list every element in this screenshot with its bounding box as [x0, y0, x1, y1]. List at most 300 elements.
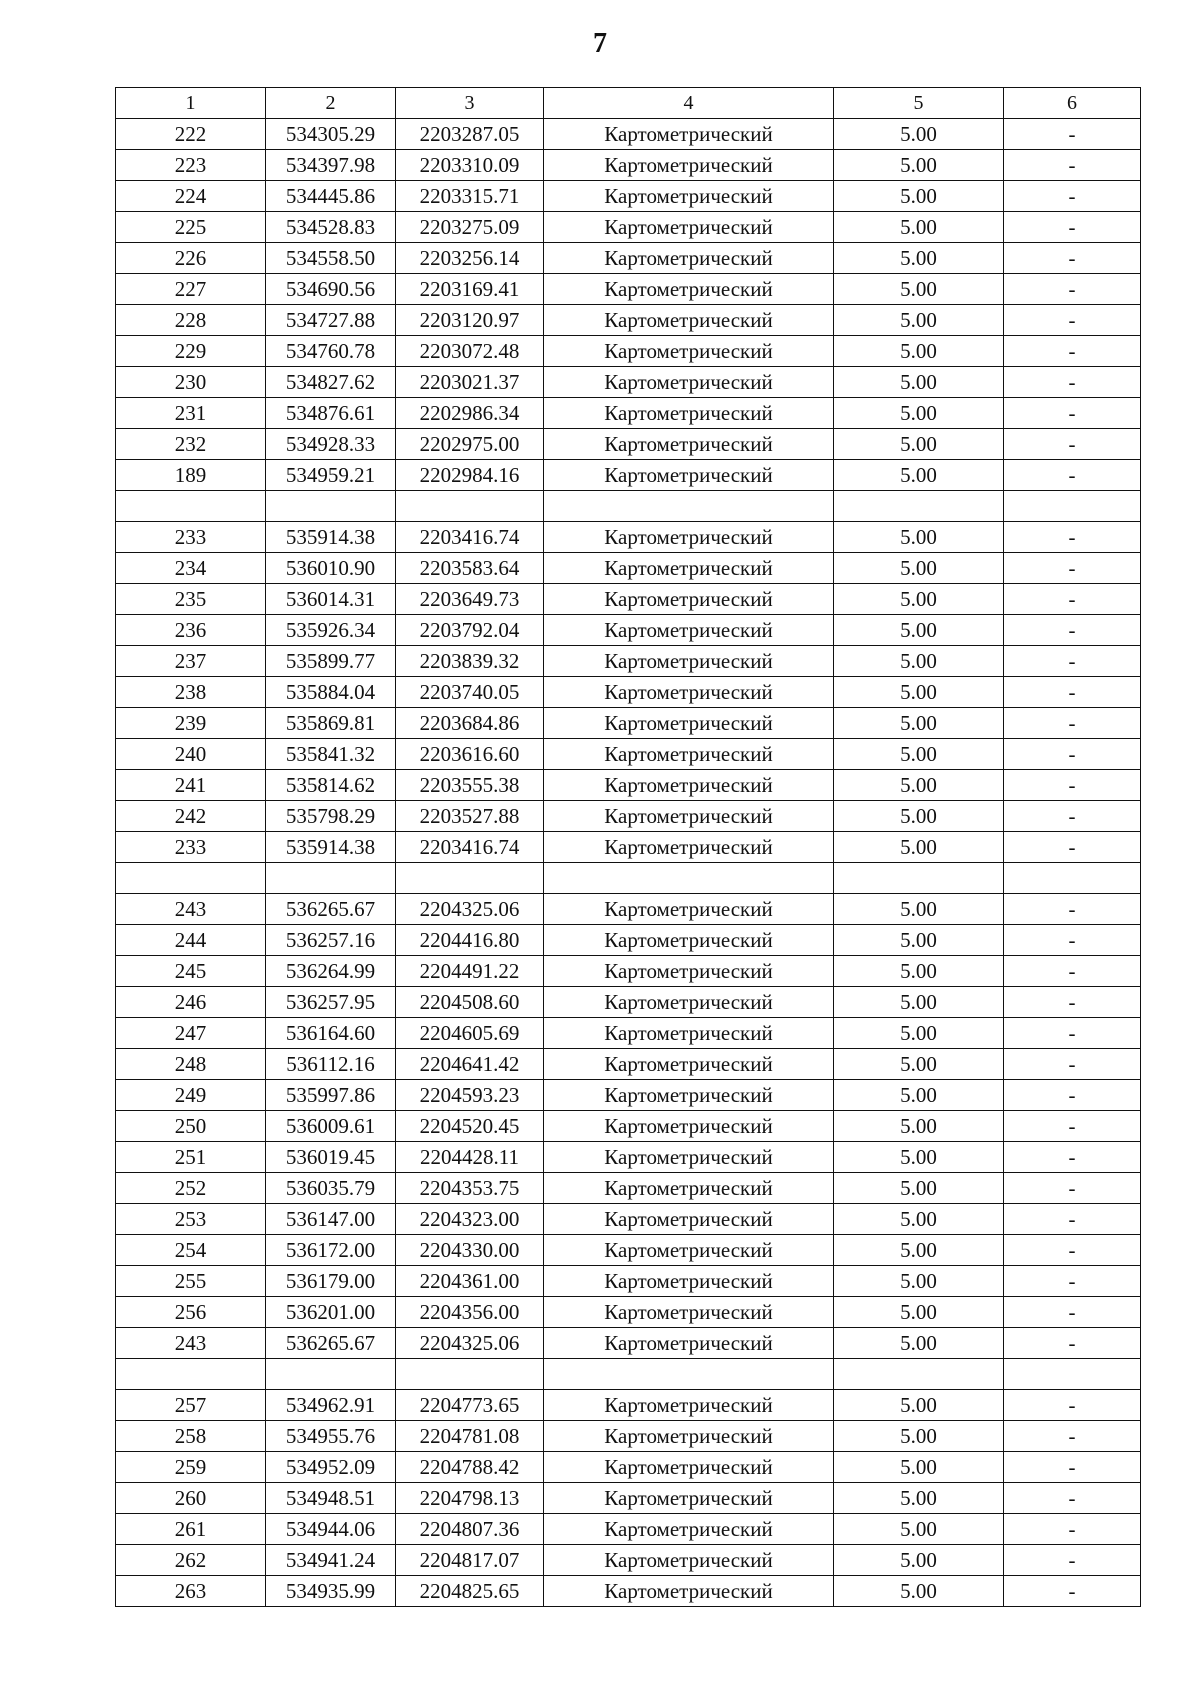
x-coordinate-cell: 536147.00	[266, 1204, 396, 1235]
accuracy-cell: 5.00	[834, 1266, 1004, 1297]
x-coordinate-cell: 535814.62	[266, 770, 396, 801]
x-coordinate-cell: 534876.61	[266, 398, 396, 429]
method-cell: Картометрический	[544, 1576, 834, 1607]
table-row	[116, 1173, 1141, 1204]
table-row	[116, 832, 1141, 863]
point-number-cell: 256	[116, 1297, 266, 1328]
description-cell: -	[1004, 1142, 1141, 1173]
x-coordinate-cell	[266, 491, 396, 522]
table-row	[116, 460, 1141, 491]
y-coordinate-cell: 2203684.86	[396, 708, 544, 739]
accuracy-cell: 5.00	[834, 894, 1004, 925]
method-cell: Картометрический	[544, 925, 834, 956]
table-row	[116, 584, 1141, 615]
table-row	[116, 708, 1141, 739]
x-coordinate-cell: 534962.91	[266, 1390, 396, 1421]
method-cell	[544, 1359, 834, 1390]
table-row	[116, 1266, 1141, 1297]
point-number-cell: 239	[116, 708, 266, 739]
method-cell: Картометрический	[544, 801, 834, 832]
method-cell: Картометрический	[544, 1204, 834, 1235]
y-coordinate-cell: 2204773.65	[396, 1390, 544, 1421]
description-cell: -	[1004, 956, 1141, 987]
table-row	[116, 243, 1141, 274]
method-cell: Картометрический	[544, 1080, 834, 1111]
y-coordinate-cell: 2204807.36	[396, 1514, 544, 1545]
accuracy-cell: 5.00	[834, 1328, 1004, 1359]
description-cell: -	[1004, 274, 1141, 305]
description-cell: -	[1004, 336, 1141, 367]
point-number-cell: 238	[116, 677, 266, 708]
description-cell: -	[1004, 1421, 1141, 1452]
accuracy-cell: 5.00	[834, 770, 1004, 801]
method-cell: Картометрический	[544, 1328, 834, 1359]
table-row	[116, 1421, 1141, 1452]
x-coordinate-cell: 535884.04	[266, 677, 396, 708]
x-coordinate-cell: 534941.24	[266, 1545, 396, 1576]
method-cell: Картометрический	[544, 553, 834, 584]
accuracy-cell: 5.00	[834, 925, 1004, 956]
accuracy-cell: 5.00	[834, 1204, 1004, 1235]
y-coordinate-cell: 2204491.22	[396, 956, 544, 987]
table-row	[116, 522, 1141, 553]
table-row	[116, 1018, 1141, 1049]
description-cell: -	[1004, 1049, 1141, 1080]
x-coordinate-cell	[266, 863, 396, 894]
description-cell: -	[1004, 1452, 1141, 1483]
y-coordinate-cell: 2203315.71	[396, 181, 544, 212]
method-cell: Картометрический	[544, 243, 834, 274]
description-cell: -	[1004, 801, 1141, 832]
x-coordinate-cell: 535926.34	[266, 615, 396, 646]
accuracy-cell: 5.00	[834, 181, 1004, 212]
y-coordinate-cell: 2203120.97	[396, 305, 544, 336]
description-cell: -	[1004, 305, 1141, 336]
description-cell: -	[1004, 1297, 1141, 1328]
accuracy-cell: 5.00	[834, 1173, 1004, 1204]
method-cell: Картометрический	[544, 1049, 834, 1080]
point-number-cell: 258	[116, 1421, 266, 1452]
description-cell: -	[1004, 181, 1141, 212]
description-cell: -	[1004, 150, 1141, 181]
description-cell: -	[1004, 1514, 1141, 1545]
point-number-cell: 262	[116, 1545, 266, 1576]
point-number-cell: 226	[116, 243, 266, 274]
method-cell: Картометрический	[544, 119, 834, 150]
y-coordinate-cell: 2204781.08	[396, 1421, 544, 1452]
accuracy-cell: 5.00	[834, 119, 1004, 150]
method-cell: Картометрический	[544, 522, 834, 553]
table-row	[116, 1049, 1141, 1080]
x-coordinate-cell: 536009.61	[266, 1111, 396, 1142]
accuracy-cell: 5.00	[834, 522, 1004, 553]
method-cell	[544, 863, 834, 894]
x-coordinate-cell: 535869.81	[266, 708, 396, 739]
x-coordinate-cell: 534935.99	[266, 1576, 396, 1607]
x-coordinate-cell: 534952.09	[266, 1452, 396, 1483]
x-coordinate-cell: 534928.33	[266, 429, 396, 460]
y-coordinate-cell: 2204798.13	[396, 1483, 544, 1514]
accuracy-cell: 5.00	[834, 1576, 1004, 1607]
x-coordinate-cell	[266, 1359, 396, 1390]
table-row	[116, 925, 1141, 956]
accuracy-cell: 5.00	[834, 336, 1004, 367]
column-header: 5	[834, 88, 1004, 119]
y-coordinate-cell: 2204330.00	[396, 1235, 544, 1266]
accuracy-cell	[834, 1359, 1004, 1390]
method-cell: Картометрический	[544, 274, 834, 305]
y-coordinate-cell: 2204416.80	[396, 925, 544, 956]
description-cell: -	[1004, 119, 1141, 150]
page-number: 7	[593, 28, 607, 59]
table-row	[116, 1545, 1141, 1576]
y-coordinate-cell	[396, 1359, 544, 1390]
table-row	[116, 801, 1141, 832]
y-coordinate-cell: 2202975.00	[396, 429, 544, 460]
x-coordinate-cell: 536265.67	[266, 1328, 396, 1359]
description-cell: -	[1004, 677, 1141, 708]
table-row	[116, 274, 1141, 305]
method-cell: Картометрический	[544, 956, 834, 987]
point-number-cell: 245	[116, 956, 266, 987]
x-coordinate-cell: 534445.86	[266, 181, 396, 212]
x-coordinate-cell: 535899.77	[266, 646, 396, 677]
accuracy-cell: 5.00	[834, 1142, 1004, 1173]
accuracy-cell: 5.00	[834, 646, 1004, 677]
table-row	[116, 1142, 1141, 1173]
accuracy-cell: 5.00	[834, 150, 1004, 181]
description-cell: -	[1004, 1328, 1141, 1359]
y-coordinate-cell: 2203169.41	[396, 274, 544, 305]
point-number-cell: 235	[116, 584, 266, 615]
point-number-cell: 247	[116, 1018, 266, 1049]
x-coordinate-cell: 536257.16	[266, 925, 396, 956]
method-cell: Картометрический	[544, 1173, 834, 1204]
description-cell: -	[1004, 1483, 1141, 1514]
method-cell: Картометрический	[544, 1483, 834, 1514]
accuracy-cell: 5.00	[834, 460, 1004, 491]
y-coordinate-cell: 2203740.05	[396, 677, 544, 708]
accuracy-cell: 5.00	[834, 1483, 1004, 1514]
y-coordinate-cell	[396, 491, 544, 522]
accuracy-cell: 5.00	[834, 801, 1004, 832]
accuracy-cell: 5.00	[834, 1514, 1004, 1545]
method-cell: Картометрический	[544, 212, 834, 243]
table-row	[116, 119, 1141, 150]
point-number-cell: 259	[116, 1452, 266, 1483]
accuracy-cell: 5.00	[834, 832, 1004, 863]
method-cell: Картометрический	[544, 708, 834, 739]
description-cell	[1004, 1359, 1141, 1390]
y-coordinate-cell: 2202984.16	[396, 460, 544, 491]
y-coordinate-cell: 2203616.60	[396, 739, 544, 770]
y-coordinate-cell: 2204825.65	[396, 1576, 544, 1607]
accuracy-cell: 5.00	[834, 1049, 1004, 1080]
x-coordinate-cell: 536035.79	[266, 1173, 396, 1204]
table-header-row	[116, 88, 1141, 119]
description-cell: -	[1004, 894, 1141, 925]
separator-row	[116, 863, 1141, 894]
point-number-cell: 225	[116, 212, 266, 243]
y-coordinate-cell: 2203839.32	[396, 646, 544, 677]
point-number-cell: 230	[116, 367, 266, 398]
table-row	[116, 739, 1141, 770]
table-row	[116, 1452, 1141, 1483]
description-cell: -	[1004, 1173, 1141, 1204]
method-cell: Картометрический	[544, 832, 834, 863]
accuracy-cell: 5.00	[834, 584, 1004, 615]
y-coordinate-cell: 2204323.00	[396, 1204, 544, 1235]
table-row	[116, 1483, 1141, 1514]
accuracy-cell: 5.00	[834, 708, 1004, 739]
x-coordinate-cell: 534944.06	[266, 1514, 396, 1545]
point-number-cell: 250	[116, 1111, 266, 1142]
point-number-cell: 224	[116, 181, 266, 212]
description-cell: -	[1004, 367, 1141, 398]
point-number-cell: 244	[116, 925, 266, 956]
point-number-cell: 263	[116, 1576, 266, 1607]
y-coordinate-cell: 2204593.23	[396, 1080, 544, 1111]
table-row	[116, 212, 1141, 243]
y-coordinate-cell: 2204353.75	[396, 1173, 544, 1204]
description-cell: -	[1004, 460, 1141, 491]
x-coordinate-cell: 534760.78	[266, 336, 396, 367]
table-row	[116, 956, 1141, 987]
y-coordinate-cell: 2203310.09	[396, 150, 544, 181]
x-coordinate-cell: 535914.38	[266, 832, 396, 863]
x-coordinate-cell: 534727.88	[266, 305, 396, 336]
description-cell: -	[1004, 1111, 1141, 1142]
accuracy-cell: 5.00	[834, 305, 1004, 336]
method-cell: Картометрический	[544, 739, 834, 770]
table-body	[116, 119, 1141, 1607]
point-number-cell: 249	[116, 1080, 266, 1111]
y-coordinate-cell: 2204356.00	[396, 1297, 544, 1328]
x-coordinate-cell: 535997.86	[266, 1080, 396, 1111]
method-cell: Картометрический	[544, 1452, 834, 1483]
accuracy-cell: 5.00	[834, 1080, 1004, 1111]
x-coordinate-cell: 536010.90	[266, 553, 396, 584]
x-coordinate-cell: 536014.31	[266, 584, 396, 615]
accuracy-cell: 5.00	[834, 553, 1004, 584]
method-cell: Картометрический	[544, 1390, 834, 1421]
point-number-cell: 240	[116, 739, 266, 770]
table-row	[116, 150, 1141, 181]
table-row	[116, 1204, 1141, 1235]
table-row	[116, 398, 1141, 429]
y-coordinate-cell: 2203072.48	[396, 336, 544, 367]
table-row	[116, 1111, 1141, 1142]
y-coordinate-cell: 2203527.88	[396, 801, 544, 832]
x-coordinate-cell: 536265.67	[266, 894, 396, 925]
point-number-cell: 232	[116, 429, 266, 460]
point-number-cell: 229	[116, 336, 266, 367]
point-number-cell: 234	[116, 553, 266, 584]
separator-row	[116, 1359, 1141, 1390]
x-coordinate-cell: 535914.38	[266, 522, 396, 553]
method-cell: Картометрический	[544, 367, 834, 398]
table-row	[116, 1514, 1141, 1545]
method-cell: Картометрический	[544, 1514, 834, 1545]
method-cell: Картометрический	[544, 646, 834, 677]
x-coordinate-cell: 534305.29	[266, 119, 396, 150]
accuracy-cell: 5.00	[834, 1421, 1004, 1452]
y-coordinate-cell: 2203256.14	[396, 243, 544, 274]
accuracy-cell: 5.00	[834, 212, 1004, 243]
description-cell: -	[1004, 1390, 1141, 1421]
column-header: 2	[266, 88, 396, 119]
description-cell: -	[1004, 1545, 1141, 1576]
point-number-cell: 248	[116, 1049, 266, 1080]
description-cell: -	[1004, 832, 1141, 863]
y-coordinate-cell: 2204788.42	[396, 1452, 544, 1483]
y-coordinate-cell: 2204361.00	[396, 1266, 544, 1297]
x-coordinate-cell: 534959.21	[266, 460, 396, 491]
method-cell: Картометрический	[544, 1545, 834, 1576]
description-cell: -	[1004, 522, 1141, 553]
description-cell: -	[1004, 770, 1141, 801]
table-row	[116, 305, 1141, 336]
point-number-cell: 231	[116, 398, 266, 429]
column-header: 1	[116, 88, 266, 119]
point-number-cell: 243	[116, 894, 266, 925]
y-coordinate-cell	[396, 863, 544, 894]
accuracy-cell: 5.00	[834, 987, 1004, 1018]
point-number-cell	[116, 491, 266, 522]
description-cell: -	[1004, 708, 1141, 739]
method-cell: Картометрический	[544, 429, 834, 460]
table-row	[116, 1235, 1141, 1266]
table-row	[116, 367, 1141, 398]
y-coordinate-cell: 2203555.38	[396, 770, 544, 801]
table-row	[116, 1328, 1141, 1359]
accuracy-cell: 5.00	[834, 677, 1004, 708]
y-coordinate-cell: 2204520.45	[396, 1111, 544, 1142]
method-cell: Картометрический	[544, 894, 834, 925]
description-cell: -	[1004, 212, 1141, 243]
x-coordinate-cell: 536019.45	[266, 1142, 396, 1173]
method-cell: Картометрический	[544, 305, 834, 336]
point-number-cell: 252	[116, 1173, 266, 1204]
y-coordinate-cell: 2203021.37	[396, 367, 544, 398]
accuracy-cell: 5.00	[834, 739, 1004, 770]
description-cell	[1004, 863, 1141, 894]
point-number-cell: 233	[116, 522, 266, 553]
table-row	[116, 1297, 1141, 1328]
method-cell: Картометрический	[544, 677, 834, 708]
point-number-cell: 243	[116, 1328, 266, 1359]
point-number-cell: 241	[116, 770, 266, 801]
method-cell: Картометрический	[544, 460, 834, 491]
x-coordinate-cell: 536257.95	[266, 987, 396, 1018]
description-cell: -	[1004, 987, 1141, 1018]
table-row	[116, 336, 1141, 367]
accuracy-cell: 5.00	[834, 1235, 1004, 1266]
accuracy-cell: 5.00	[834, 243, 1004, 274]
accuracy-cell: 5.00	[834, 1390, 1004, 1421]
table-row	[116, 553, 1141, 584]
point-number-cell: 189	[116, 460, 266, 491]
method-cell: Картометрический	[544, 615, 834, 646]
accuracy-cell: 5.00	[834, 1111, 1004, 1142]
y-coordinate-cell: 2203583.64	[396, 553, 544, 584]
accuracy-cell	[834, 863, 1004, 894]
y-coordinate-cell: 2203416.74	[396, 832, 544, 863]
point-number-cell: 260	[116, 1483, 266, 1514]
table-row	[116, 894, 1141, 925]
y-coordinate-cell: 2203287.05	[396, 119, 544, 150]
point-number-cell: 253	[116, 1204, 266, 1235]
accuracy-cell: 5.00	[834, 956, 1004, 987]
x-coordinate-cell: 534827.62	[266, 367, 396, 398]
y-coordinate-cell: 2204817.07	[396, 1545, 544, 1576]
description-cell: -	[1004, 429, 1141, 460]
x-coordinate-cell: 534948.51	[266, 1483, 396, 1514]
description-cell: -	[1004, 584, 1141, 615]
accuracy-cell: 5.00	[834, 429, 1004, 460]
point-number-cell: 246	[116, 987, 266, 1018]
x-coordinate-cell: 534397.98	[266, 150, 396, 181]
description-cell: -	[1004, 553, 1141, 584]
accuracy-cell: 5.00	[834, 1452, 1004, 1483]
accuracy-cell: 5.00	[834, 1018, 1004, 1049]
method-cell: Картометрический	[544, 150, 834, 181]
separator-row	[116, 491, 1141, 522]
y-coordinate-cell: 2204325.06	[396, 1328, 544, 1359]
accuracy-cell: 5.00	[834, 398, 1004, 429]
y-coordinate-cell: 2204605.69	[396, 1018, 544, 1049]
point-number-cell: 227	[116, 274, 266, 305]
column-header: 3	[396, 88, 544, 119]
method-cell: Картометрический	[544, 1142, 834, 1173]
method-cell: Картометрический	[544, 398, 834, 429]
table-row	[116, 615, 1141, 646]
point-number-cell	[116, 1359, 266, 1390]
x-coordinate-cell: 536201.00	[266, 1297, 396, 1328]
y-coordinate-cell: 2204508.60	[396, 987, 544, 1018]
description-cell: -	[1004, 1576, 1141, 1607]
description-cell: -	[1004, 1080, 1141, 1111]
accuracy-cell	[834, 491, 1004, 522]
point-number-cell: 254	[116, 1235, 266, 1266]
point-number-cell: 237	[116, 646, 266, 677]
column-header: 6	[1004, 88, 1141, 119]
y-coordinate-cell: 2204641.42	[396, 1049, 544, 1080]
coordinates-table	[115, 87, 1141, 1607]
point-number-cell: 251	[116, 1142, 266, 1173]
x-coordinate-cell: 534528.83	[266, 212, 396, 243]
table-row	[116, 1080, 1141, 1111]
y-coordinate-cell: 2203416.74	[396, 522, 544, 553]
point-number-cell: 233	[116, 832, 266, 863]
x-coordinate-cell: 535841.32	[266, 739, 396, 770]
point-number-cell: 261	[116, 1514, 266, 1545]
y-coordinate-cell: 2204428.11	[396, 1142, 544, 1173]
method-cell: Картометрический	[544, 987, 834, 1018]
table-row	[116, 429, 1141, 460]
table-row	[116, 181, 1141, 212]
x-coordinate-cell: 535798.29	[266, 801, 396, 832]
point-number-cell: 228	[116, 305, 266, 336]
description-cell: -	[1004, 739, 1141, 770]
table-row	[116, 646, 1141, 677]
point-number-cell: 236	[116, 615, 266, 646]
point-number-cell: 257	[116, 1390, 266, 1421]
y-coordinate-cell: 2204325.06	[396, 894, 544, 925]
x-coordinate-cell: 536172.00	[266, 1235, 396, 1266]
description-cell: -	[1004, 615, 1141, 646]
description-cell: -	[1004, 398, 1141, 429]
